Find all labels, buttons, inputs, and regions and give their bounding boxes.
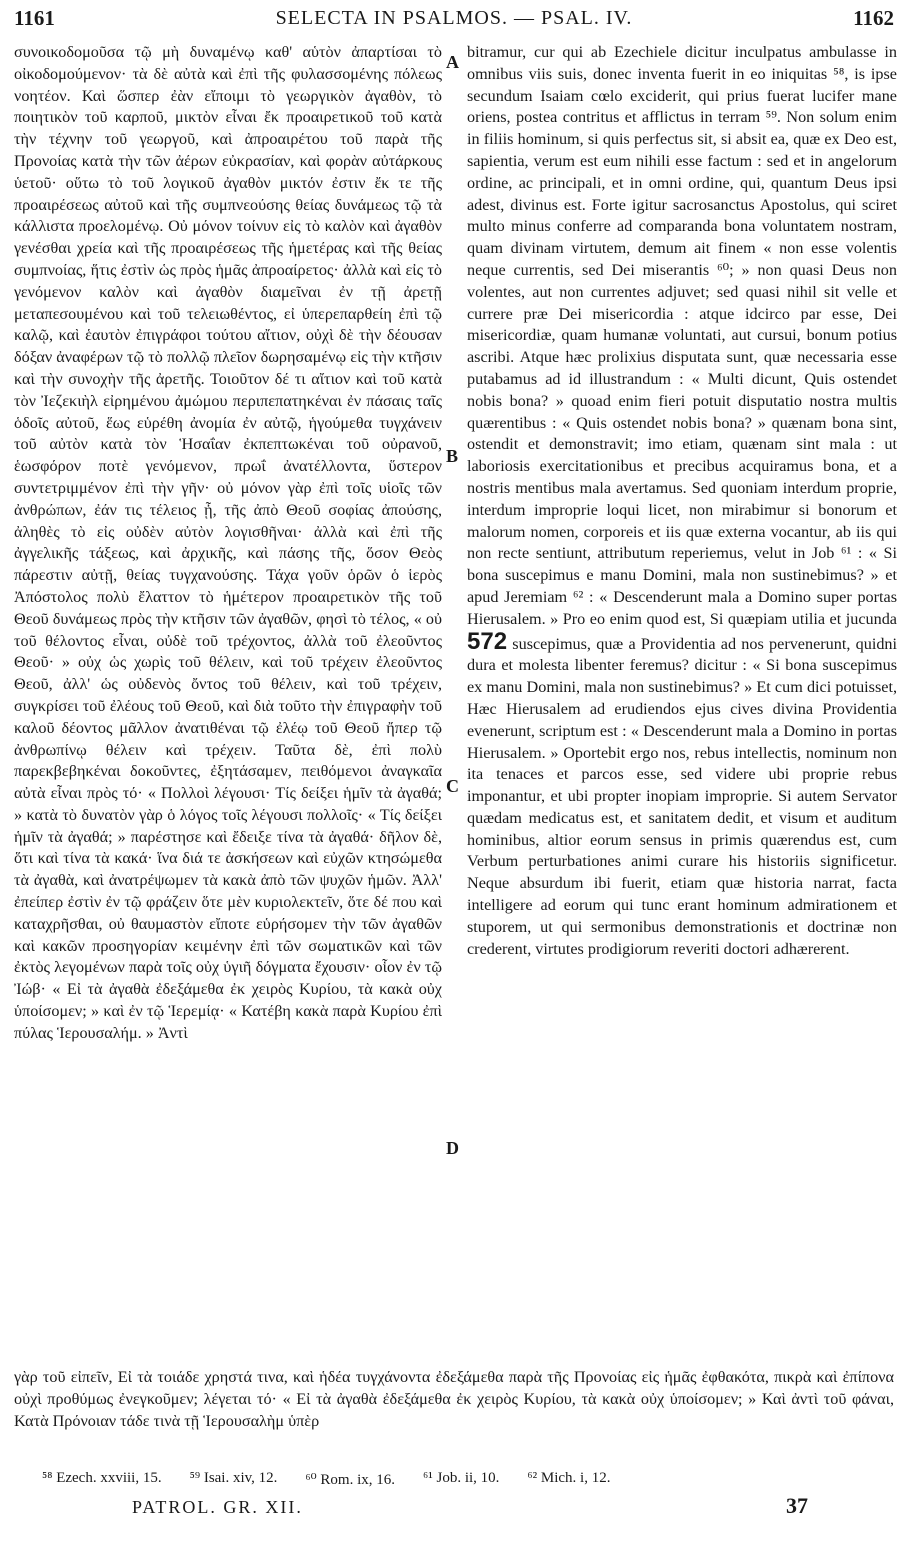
margin-marker-a: A [446,52,459,72]
right-page-number: 1162 [853,6,894,30]
footnotes [42,1470,762,1489]
greek-full-width-text: γὰρ τοῦ εἰπεῖν, Εἰ τὰ τοιάδε χρηστά τινα, καὶ ἡδέα τυγχάνοντα ἐδεξάμεθα παρὰ τῆς Προνοίας εἰς ἡμᾶς ἐφθακότα, πικρὰ καὶ ἐπίπονα οὐχὶ προθύμως ἐνεγκοῦμεν; λέγεται τό· « Εἰ τὰ ἀγαθὰ ἐδεξάμεθα ἐκ χειρὸς Κυρίου, τὰ κακὰ οὐχ ὑποίσομεν; » Καὶ ἀντὶ τοῦ φάναι, Κατὰ Πρόνοιαν τάδε τινὰ τῇ Ἱερουσαλὴμ ὑπὲρ [14,1368,894,1430]
latin-text-part-2: suscepimus, quæ a Providentia ad nos pervenerunt, quidni dura et molesta libenter feremus? dicitur : « Si bona suscepimus ex manu Domini, mala non sustinebimus? » Et cum dici potuisset, Hæc Hierusalem ad erudiendos ejus cives divina Providentia evenerunt, scriptum est : « Descenderunt mala a Domino in portas Hierusalem. » Oportebit ergo nos, rebus intellectis, nominum non ita tenaces et parcos esse, sed videre ubi proprie rebus imponantur, et ubi propter inopiam improprie. Si autem Servator quædam medicatus est, et sanitatem dedit, et visum et auditum hominibus, altior eorum sensus in primis quærendus est, cum Verbum perturbationes animi curare his historiis significetur. Neque absurdum ibi fuerit, etiam quæ historia narrat, facta intelligere ad eorum qui tunc erant hominum admirationem et stuporem, ut qui sermonibus demonstrationis et doctrinæ non crederent, virtutes prodigiorum reveriti doctori adhærerent. [467,634,897,958]
page-header [14,6,894,36]
running-title: SELECTA IN PSALMOS. — PSAL. IV. [275,7,633,29]
footnote-60: ⁶⁰ Rom. ix, 16. [305,1472,396,1488]
margin-marker-c: C [446,776,459,796]
footnote-59: ⁵⁹ Isai. xiv, 12. [189,1470,278,1486]
latin-text-part-1: bitramur, cur qui ab Ezechiele dicitur inculpatus ambulasse in omnibus viis suis, donec inventa fuerit in eo iniquitas ⁵⁸, is ipse secundum Isaiam cœlo exciderit, qui prius fuerat lucifer mane oriens, postea contritus et afflictus in terram ⁵⁹. Non solum enim in filiis hominum, si quis perfectus sit, si absit ea, quæ ex Deo est, sapientia, verum est eum nihili esse factum : sed et in angelorum ordine, ac principali, et in omni ordine, qui, quantum Deus ipsi adest, divinus est. Forte igitur sacrosanctus Apostolus, qui sciret multo minus conferre ad comparanda bona voluntatem nostram, quam divinam virtutem, demum ait finem « non esse volentis neque currentis, sed Dei miserantis ⁶⁰; » non quasi Deus non volentes, aut non currentes adjuvet; sed quasi nihil sit velle et currere præ Dei misericordia : atque idcirco par esse, Dei misericordiæ, quam humanæ voluntati, aut cursui, bonum potius ascribi. Atque hæc prolixius disputata sunt, quæ necessaria esse putabamus ad id illustrandum : « Multi dicunt, Quis ostendet nobis bona? » quoad enim fieri potuit disputatio nostra multis quærentibus : « Quis ostendet nobis bona? » quænam bona sint, ostendit et demonstravit; imo etiam, quænam sint mala : ut laboriosis exercitationibus et precibus acquiramus bona, et a nostris mentibus mala avertamus. Sed quoniam interdum proprie, interdum improprie loqui licet, non mirabimur si bonorum et malorum nomen, corporeis et iis quæ externa vocantur, ab iis qui non recte sentiunt, attributum reperiemus, velut in Job ⁶¹ : « Si bona suscepimus e manu Domini, mala non sustinebimus? » et apud Jeremiam ⁶² : « Descenderunt mala a Domino super portas Hierusalem. » Pro eo enim quod est, Si quæpiam utilia et jucunda [467,43,897,628]
latin-column [467,42,897,1364]
latin-column-text [467,42,897,960]
column-number: 572 [467,627,508,655]
greek-column-text: συνοικοδομοῦσα τῷ μὴ δυναμένῳ καθ' αὑτὸν ἀπαρτίσαι τὸ οἰκοδομούμενον· τὰ δὲ αὐτὰ καὶ ἐπὶ τῆς φυλασσομένης πόλεως νοητέον. Καὶ ὥσπερ ἐὰν εἴποιμι τὸ γεωργικὸν ἀγαθὸν, τὸ ποιητικὸν τοῦ καρποῦ, μικτὸν εἶναι ἔκ προαιρετικοῦ τοῦ κατὰ τὴν τέχνην τοῦ γεωργοῦ, καὶ ἀπροαιρέτου τοῦ παρὰ τῆς Προνοίας κατὰ τὴν τῶν ἀέρων εὐκρασίαν, καὶ φορὰν αὐτάρκους ὑετοῦ· οὕτω τὸ τοῦ λογικοῦ ἀγαθὸν μικτόν ἐστιν ἔκ τε τῆς προαιρέσεως αὐτοῦ καὶ τῆς συμπνεούσης θείας δυνάμεως τῷ τὰ κάλλιστα προελομένῳ. Οὐ μόνον τοίνυν εἰς τὸ καλὸν καὶ ἀγαθὸν γενέσθαι χρεία καὶ τῆς προαιρέσεως τῆς ἡμετέρας καὶ τῆς θείας συμπνοίας, ἥτις ἐστὶν ὡς πρὸς ἡμᾶς ἀπροαίρετος· ἀλλὰ καὶ εἰς τὸ γενόμενον καλὸν καὶ ἀγαθὸν διαμεῖναι ἐν τῇ ἀρετῇ μεταπεσουμένου καὶ τοῦ τελειωθέντος, εἰ ὑπερεπαρθείη ἐπὶ τῷ καλῷ, καὶ ἑαυτὸν ἐπιγράφοι τούτου αἴτιον, οὐχὶ δὲ τὴν δέουσαν δόξαν ἀναφέρων τῷ τὸ πολλῷ πλεῖον δωρησαμένῳ εἰς τὴν κτῆσιν καὶ τὴν συνοχὴν τῆς ἀρετῆς. Τοιοῦτον δέ τι αἴτιον καὶ τοῦ κατὰ τὸν Ἰεζεκιὴλ εἰρημένου ἀμώμου περιπεπατηκέναι ἐν πάσαις ταῖς ὁδοῖς αὐτοῦ, ἕως εὑρέθη ἀνομία ἐν αὐτῷ, ἡγούμεθα τυγχάνειν τοῦ αὐτὸν κατὰ τὸν Ἡσαΐαν ἐκπεπτωκέναι τοῦ οὐρανοῦ, ἑωσφόρον ποτὲ γενόμενον, πρωΐ ἀνατέλλοντα, ὕστερον συντετριμμένον ἐπὶ τὴν γῆν· οὐ μόνον γὰρ ἐπὶ τοῖς υἱοῖς τῶν ἀνθρώπων, ἐάν τις τέλειος ᾖ, τῆς ἀπὸ Θεοῦ σοφίας ἀπούσης, ἀληθὲς τὸ εἰς οὐδὲν αὐτὸν λογισθῆναι· ἀλλὰ καὶ ἐπὶ τῆς ἀγγελικῆς τάξεως, καὶ ἀρχικῆς, καὶ πάσης τῆς, ὅσον Θεὸς πάρεστιν αὐτῇ, θείας τυγχανούσης. Τάχα γοῦν ὁρῶν ὁ ἱερὸς Ἀπόστολος πολὺ ἔλαττον τὸ ἡμέτερον προαιρετικὸν τῆς τοῦ Θεοῦ δυνάμεως πρὸς τὴν κτῆσιν τῶν ἀγαθῶν, φησὶ τὸ τέλος, « οὐ τοῦ θέλοντος εἶναι, οὐδὲ τοῦ τρέχοντος, ἀλλὰ τοῦ ἐλεοῦντος Θεοῦ· » οὐχ ὡς χωρὶς τοῦ θέλειν, καὶ τοῦ τρέχειν ἐλεοῦντος Θεοῦ, ἀλλ' ὡς οὐδενὸς ὄντος τοῦ θέλειν, καὶ τοῦ τρέχειν, συγκρίσει τοῦ ἐλέους τοῦ Θεοῦ, καὶ διὰ τοῦτο τὴν ἐπιγραφὴν τοῦ καλοῦ δέοντος μᾶλλον ἀνατιθέναι τῷ ἐλέῳ τοῦ Θεοῦ ἤπερ τῷ ἀνθρωπίνῳ θέλειν καὶ τρέχειν. Ταῦτα δὲ, ἐπὶ πολὺ παρεκβεβηκέναι δοκοῦντες, ἐξητάσαμεν, πειθόμενοι ἀναγκαῖα αὐτὰ εἶναι πρὸς τό· « Πολλοὶ λέγουσι· Τίς δείξει ἡμῖν τὰ ἀγαθά; » κατὰ τὸ δυνατὸν γὰρ ὁ λόγος τοῖς λέγουσι πολλοῖς· « Τίς δείξει ἡμῖν τὰ ἀγαθά; » παρέστησε καὶ ἔδειξε τίνα τὰ ἀγαθά· δῆλον δὲ, ὅτι καὶ τίνα τὰ κακά· ἵνα διά τε ἀσκήσεων καὶ εὐχῶν κτησώμεθα τὰ ἀγαθὰ, καὶ ἀνατρέψωμεν τὰ κακὰ ἀπὸ τῶν ψυχῶν ἡμῶν. Ἀλλ' ἐπείπερ ἐστὶν ἐν τῷ φράζειν ὅτε μὲν κυριολεκτεῖν, ὅτε δέ που καὶ καταχρῆσθαι, οὐ θαυμαστὸν εἴποτε εὑρήσομεν τὴν τῶν ἀγαθῶν καὶ κακῶν προσηγορίαν κειμένην ἐπὶ τῶν σωματικῶν καὶ τῶν ἐκτὸς λεγομένων παρὰ τοῖς οὐχ ὑγιῆ δόγματα ἔχουσιν· οἷον ἐν τῷ Ἰώβ· « Εἰ τὰ ἀγαθὰ ἐδεξάμεθα ἐκ χειρὸς Κυρίου, τὰ κακὰ οὐχ ὑποίσομεν; » καὶ ἐν τῷ Ἱερεμίᾳ· « Κατέβη κακὰ παρὰ Κυρίου ἐπὶ πύλας Ἱερουσαλήμ. » Ἀντὶ [14,43,442,1042]
greek-full-width [14,1366,894,1432]
footnote-62: ⁶² Mich. i, 12. [527,1470,611,1486]
margin-marker-d: D [446,1138,459,1158]
sheet-number: 37 [786,1493,808,1518]
volume-signature: PATROL. GR. XII. [132,1497,303,1517]
greek-column [14,42,442,1364]
footnote-61: ⁶¹ Job. ii, 10. [423,1470,500,1486]
margin-marker-b: B [446,446,459,466]
footnote-58: ⁵⁸ Ezech. xxviii, 15. [42,1470,162,1486]
left-page-number: 1161 [14,6,55,30]
